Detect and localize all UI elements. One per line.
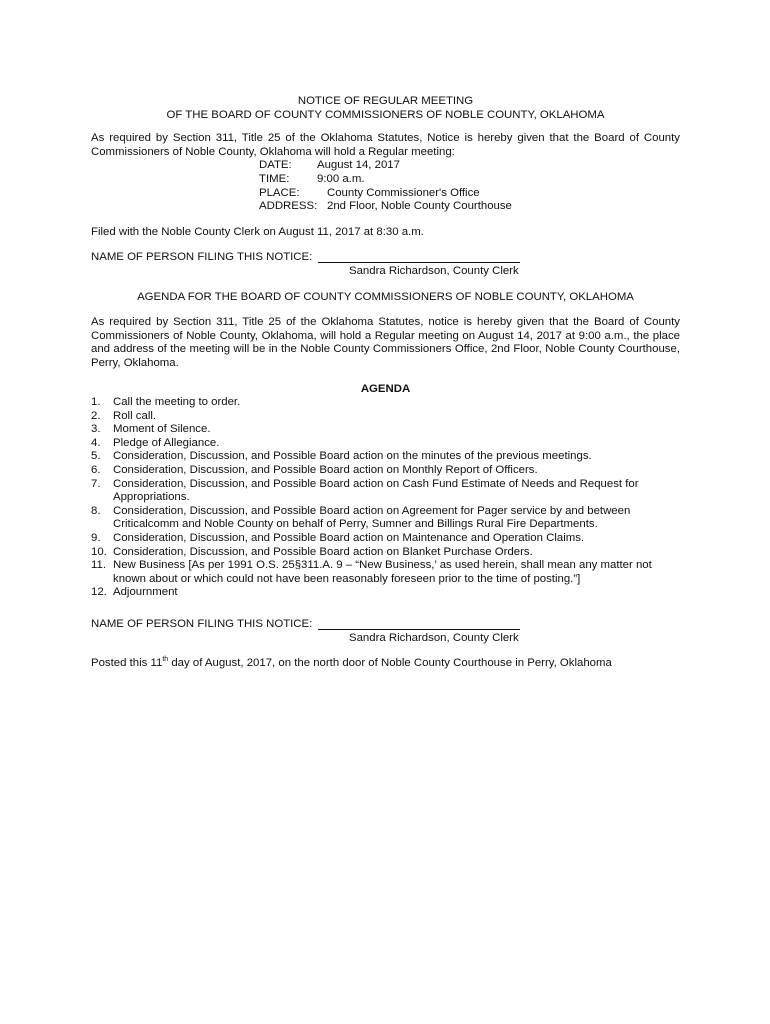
agenda-item-text: New Business [As per 1991 O.S. 25§311.A. 9 – “New Business,’ as used herein, shall mean any matter not known about or which could not have been reasonably foreseen prior to the time of posting.”] xyxy=(113,559,652,585)
detail-place-value: County Commissioner's Office xyxy=(327,186,480,199)
list-item xyxy=(91,586,680,600)
list-item xyxy=(91,396,680,410)
agenda-item-text: Consideration, Discussion, and Possible Board action on Blanket Purchase Orders. xyxy=(113,545,533,558)
agenda-item-text: Roll call. xyxy=(113,409,157,422)
detail-place xyxy=(259,187,680,201)
agenda-item-text: Consideration, Discussion, and Possible Board action on Cash Fund Estimate of Needs and Request for Appropriations. xyxy=(113,477,639,504)
notice-title-line2: OF THE BOARD OF COUNTY COMMISSIONERS OF NOBLE COUNTY, OKLAHOMA xyxy=(166,108,605,121)
filed-statement: Filed with the Noble County Clerk on August 11, 2017 at 8:30 a.m. xyxy=(91,225,424,238)
notice-signature-line xyxy=(318,251,520,263)
agenda-item-text: Consideration, Discussion, and Possible Board action on the minutes of the previous meetings. xyxy=(113,450,592,463)
agenda-item-text: Pledge of Allegiance. xyxy=(113,436,220,449)
agenda-filer-name: Sandra Richardson, County Clerk xyxy=(349,631,519,644)
agenda-item-text: Consideration, Discussion, and Possible Board action on Agreement for Pager service by and between Criticalcomm and Noble County on behalf of Perry, Sumner and Billings Rural Fire Departments. xyxy=(113,504,631,531)
notice-filer-name: Sandra Richardson, County Clerk xyxy=(349,264,519,277)
agenda-item-number: 8. xyxy=(91,504,101,517)
agenda-item-text: Adjournment xyxy=(113,586,178,599)
list-item xyxy=(91,546,680,560)
agenda-intro: As required by Section 311, Title 25 of the Oklahoma Statutes, notice is hereby given that the Board of County Commissioners of Noble County, Oklahoma, will hold a Regular meeting on August 14, 2017 at 9:00 a.m., the place and address of the meeting will be in the Noble County Commissioners Office, 2nd Floor, Noble County Courthouse, Perry, Oklahoma. xyxy=(91,316,680,369)
list-item xyxy=(91,450,680,464)
notice-intro: As required by Section 311, Title 25 of the Oklahoma Statutes, Notice is hereby given that the Board of County Commissioners of Noble County, Oklahoma will hold a Regular meeting: xyxy=(91,132,680,158)
agenda-filer-row xyxy=(91,618,680,632)
notice-filer-label: NAME OF PERSON FILING THIS NOTICE: xyxy=(91,251,313,264)
detail-date xyxy=(259,159,680,173)
agenda-item-text: Call the meeting to order. xyxy=(113,396,241,409)
list-item xyxy=(91,505,680,532)
notice-filer-row xyxy=(91,251,680,265)
list-item xyxy=(91,464,680,478)
agenda-item-number: 6. xyxy=(91,464,101,477)
list-item xyxy=(91,437,680,451)
agenda-title: AGENDA FOR THE BOARD OF COUNTY COMMISSIONERS OF NOBLE COUNTY, OKLAHOMA xyxy=(137,290,634,303)
list-item xyxy=(91,559,680,586)
agenda-item-number: 2. xyxy=(91,409,101,422)
agenda-list xyxy=(91,396,680,600)
agenda-item-number: 4. xyxy=(91,436,101,449)
agenda-item-number: 11. xyxy=(91,559,106,572)
detail-time xyxy=(259,173,680,187)
posted-prefix: Posted this 11 xyxy=(91,657,163,670)
agenda-item-number: 5. xyxy=(91,450,101,463)
detail-address-label: ADDRESS: xyxy=(259,200,318,213)
detail-time-label: TIME: xyxy=(259,172,290,185)
agenda-item-number: 7. xyxy=(91,477,101,490)
detail-address-value: 2nd Floor, Noble County Courthouse xyxy=(327,200,512,213)
agenda-filer-label: NAME OF PERSON FILING THIS NOTICE: xyxy=(91,618,313,630)
notice-title xyxy=(91,95,680,122)
agenda-item-text: Moment of Silence. xyxy=(113,423,211,436)
detail-place-label: PLACE: xyxy=(259,186,300,199)
agenda-item-number: 3. xyxy=(91,423,101,436)
list-item xyxy=(91,423,680,437)
meeting-details xyxy=(259,159,680,213)
notice-title-line1: NOTICE OF REGULAR MEETING xyxy=(297,95,474,107)
detail-date-label: DATE: xyxy=(259,159,292,172)
list-item xyxy=(91,532,680,546)
agenda-item-text: Consideration, Discussion, and Possible Board action on Monthly Report of Officers. xyxy=(113,464,538,477)
detail-time-value: 9:00 a.m. xyxy=(317,172,365,185)
agenda-item-number: 10. xyxy=(91,545,107,558)
agenda-item-number: 9. xyxy=(91,532,101,545)
detail-address xyxy=(259,200,680,214)
document-content xyxy=(91,95,680,671)
agenda-heading: AGENDA xyxy=(360,382,411,395)
list-item xyxy=(91,410,680,424)
posted-statement xyxy=(91,657,680,671)
agenda-item-number: 1. xyxy=(91,396,101,409)
agenda-item-text: Consideration, Discussion, and Possible Board action on Maintenance and Operation Claims. xyxy=(113,532,585,545)
posted-ordinal-suffix: th xyxy=(162,656,169,664)
posted-suffix: day of August, 2017, on the north door of Noble County Courthouse in Perry, Oklahoma xyxy=(168,657,612,670)
list-item xyxy=(91,478,680,505)
detail-date-value: August 14, 2017 xyxy=(317,159,400,172)
agenda-signature-line xyxy=(318,618,520,630)
agenda-item-number: 12. xyxy=(91,586,107,599)
